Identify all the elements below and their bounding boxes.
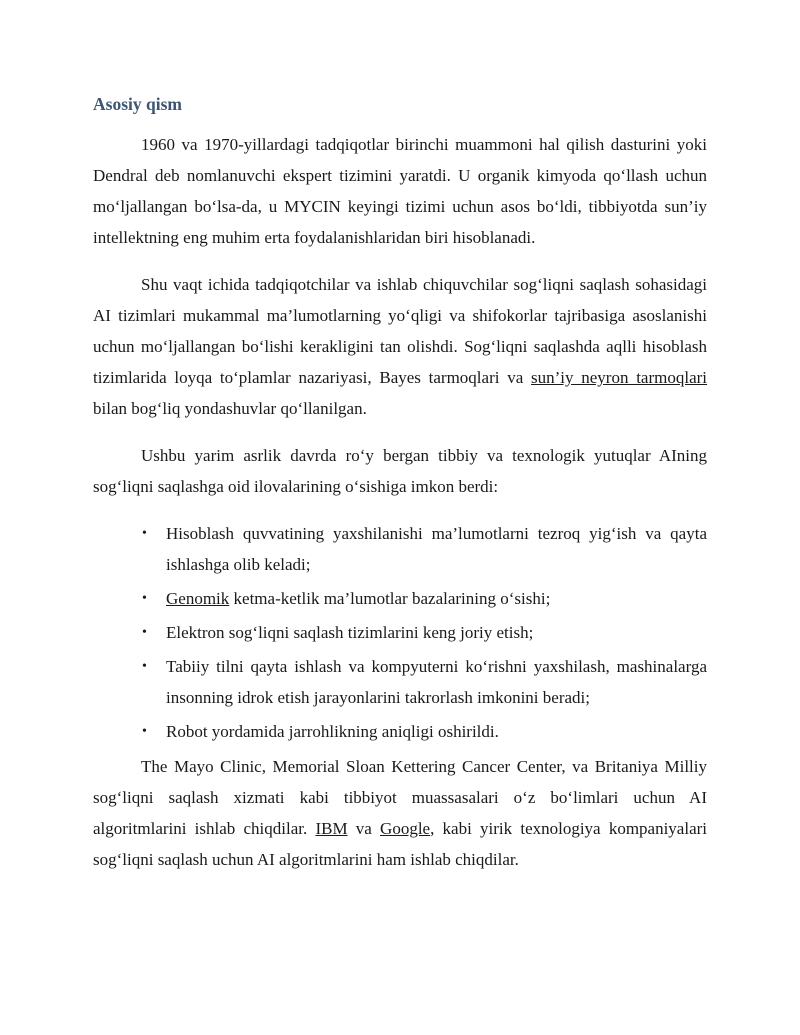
list-item [142,518,707,580]
paragraph-text: va [347,819,381,838]
list-item [142,583,707,614]
link-neural-networks[interactable]: sun’iy neyron tarmoqlari [531,368,708,387]
paragraph-institutions [93,751,707,875]
list-item [142,716,707,747]
bullet-icon: • [142,625,147,640]
list-item-text: Elektron sog‘liqni saqlash tizimlarini keng joriy etish; [166,623,534,642]
paragraph-text: bilan bog‘liq yondashuvlar qo‘llanilgan. [93,399,367,418]
paragraph-text: Shu vaqt ichida tadqiqotchilar va ishlab chiquvchilar sog‘liqni saqlash sohasidagi AI tizimlari mukammal ma’lumotlarning yo‘qligi va shifokorlar tajribasiga asoslanishi uchun mo‘ljallangan bo‘lishi kerakligini tan olishdi. Sog‘liqni saqlashda aqlli hisoblash tizimlarida loyqa to‘plamlar nazariyasi, Bayes tarmoqlari va [93,275,707,387]
paragraph-text: The Mayo Clinic, Memorial Sloan Kettering Cancer Center, va Britaniya Milliy sog‘liqni saqlash xizmati kabi tibbiyot muassasalari o‘z bo‘limlari uchun AI algoritmlarini ishlab chiqdilar. [93,757,707,838]
bullet-icon: • [142,724,147,739]
list-item-text: Tabiiy tilni qayta ishlash va kompyuterni ko‘rishni yaxshilash, mashinalarga insonning idrok etish jarayonlarini takrorlash imkonini beradi; [166,657,707,707]
bullet-icon: • [142,526,147,541]
paragraph-ai-systems [93,269,707,424]
paragraph-dendral: 1960 va 1970-yillardagi tadqiqotlar birinchi muammoni hal qilish dasturini yoki Dendral deb nomlanuvchi ekspert tizimini yaratdi. U organik kimyoda qo‘llash uchun mo‘ljallangan bo‘lsa-da, u MYCIN keyingi tizimi uchun asos bo‘ldi, tibbiyotda sun’iy intellektning eng muhim erta foydalanishlaridan biri hisoblanadi. [93,135,707,247]
link-ibm[interactable]: IBM [315,819,348,838]
bullet-icon: • [142,591,147,606]
bullet-icon: • [142,659,147,674]
link-google[interactable]: Google [380,819,431,838]
list-item-text: Robot yordamida jarrohlikning aniqligi oshirildi. [166,722,499,741]
link-genomics[interactable]: Genomik [166,589,230,608]
list-item-text: ketma-ketlik ma’lumotlar bazalarining o‘sishi; [229,589,551,608]
section-heading: Asosiy qism [93,94,182,114]
paragraph-text: , kabi yirik texnologiya kompaniyalari sog‘liqni saqlash uchun AI algoritmlarini ham ishlab chiqdilar. [93,819,708,869]
list-item [142,617,707,648]
paragraph-advances-intro: Ushbu yarim asrlik davrda ro‘y bergan tibbiy va texnologik yutuqlar AIning sog‘liqni saqlashga oid ilovalarining o‘sishiga imkon berdi: [93,446,707,496]
advances-list [93,518,707,747]
list-item [142,651,707,713]
list-item-text: Hisoblash quvvatining yaxshilanishi ma’lumotlarni tezroq yig‘ish va qayta ishlashga olib keladi; [166,524,707,574]
